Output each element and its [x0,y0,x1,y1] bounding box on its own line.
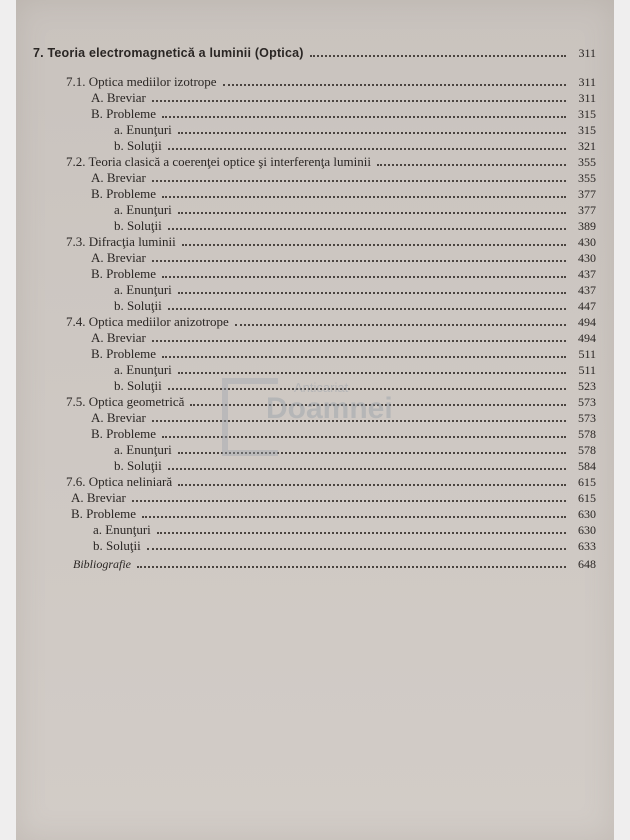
leader-dots [152,100,566,102]
toc-page-number: 447 [578,299,596,313]
leader-dots [162,196,566,198]
toc-label: B. Probleme [91,426,156,441]
leader-dots [152,180,566,182]
toc-page-number: 311 [578,91,596,105]
toc-label: A. Breviar [91,250,146,265]
toc-page-number: 578 [578,427,596,441]
toc-page-number: 578 [578,443,596,457]
leader-dots [152,340,566,342]
toc-page-number: 377 [578,203,596,217]
toc-label: b. Soluţii [114,138,162,153]
toc-label: Bibliografie [73,557,131,571]
leader-dots [168,228,566,230]
toc-page-number: 430 [578,235,596,249]
toc-page-number: 355 [578,155,596,169]
toc-page-number: 437 [578,283,596,297]
toc-page-number: 355 [578,171,596,185]
toc-entry [114,122,596,138]
toc-page-number: 523 [578,379,596,393]
leader-dots [168,468,566,470]
toc-label: A. Breviar [91,330,146,345]
toc-page-number: 311 [578,46,596,60]
toc-entry [114,138,596,154]
toc-label: b. Soluţii [114,378,162,393]
toc-page-number: 573 [578,395,596,409]
toc-page-number: 321 [578,139,596,153]
toc-section-7-3 [66,234,596,250]
toc-label: A. Breviar [91,410,146,425]
leader-dots [162,436,566,438]
toc-page-number: 615 [578,475,596,489]
toc-page-number: 315 [578,107,596,121]
toc-label: a. Enunţuri [114,362,172,377]
toc-section-7-2 [66,154,596,170]
toc-entry [114,458,596,474]
leader-dots [168,148,566,150]
toc-entry [91,170,596,186]
leader-dots [162,116,566,118]
leader-dots [377,164,566,166]
leader-dots [132,500,566,502]
toc-page-number: 630 [578,523,596,537]
toc-entry [114,202,596,218]
leader-dots [178,484,566,486]
leader-dots [182,244,566,246]
toc-chapter-7 [33,45,596,61]
watermark-small-text: Anticariat [294,380,349,395]
toc-page-number: 437 [578,267,596,281]
toc-entry [93,538,596,554]
toc-entry [91,266,596,282]
toc-entry [114,218,596,234]
toc-page-number: 633 [578,539,596,553]
toc-label: a. Enunţuri [114,282,172,297]
toc-label: B. Probleme [91,266,156,281]
leader-dots [178,372,566,374]
toc-label: B. Probleme [91,106,156,121]
leader-dots [152,260,566,262]
leader-dots [157,532,566,534]
toc-label: B. Probleme [91,186,156,201]
toc-label: 7.2. Teoria clasică a coerenţei optice şi interferenţa luminii [66,154,371,169]
toc-page-number: 573 [578,411,596,425]
table-of-contents [16,0,614,840]
toc-page-number: 648 [578,557,596,571]
toc-label: 7.6. Optica neliniară [66,474,173,489]
leader-dots [178,452,566,454]
toc-label: A. Breviar [91,90,146,105]
leader-dots [147,548,566,550]
toc-label: B. Probleme [71,506,136,521]
leader-dots [142,516,566,518]
leader-dots [235,324,566,326]
book-page [16,0,614,840]
toc-page-number: 584 [578,459,596,473]
toc-page-number: 377 [578,187,596,201]
leader-dots [178,212,566,214]
leader-dots [190,404,566,406]
toc-page-number: 494 [578,315,596,329]
toc-label: 7.4. Optica mediilor anizotrope [66,314,229,329]
leader-dots [178,132,566,134]
toc-entry [91,186,596,202]
toc-page-number: 389 [578,219,596,233]
toc-section-7-5 [66,394,596,410]
leader-dots [162,356,566,358]
leader-dots [178,292,566,294]
toc-page-number: 630 [578,507,596,521]
toc-entry [91,250,596,266]
toc-page-number: 494 [578,331,596,345]
toc-entry [114,362,596,378]
toc-label: 7.1. Optica mediilor izotrope [66,74,217,89]
toc-label: 7. Teoria electromagnetică a luminii (Optica) [33,46,304,60]
toc-entry [114,378,596,394]
toc-label: B. Probleme [91,346,156,361]
toc-label: b. Soluţii [114,458,162,473]
toc-entry [71,490,596,506]
toc-entry [93,522,596,538]
leader-dots [223,84,566,86]
leader-dots [162,276,566,278]
toc-page-number: 311 [578,75,596,89]
toc-label: b. Soluţii [114,298,162,313]
toc-entry [91,106,596,122]
watermark-big-text: Doamnei [266,392,393,425]
toc-entry [91,410,596,426]
toc-label: A. Breviar [91,170,146,185]
toc-label: a. Enunţuri [114,122,172,137]
toc-entry [71,506,596,522]
toc-entry [114,442,596,458]
leader-dots [152,420,566,422]
toc-section-7-6 [66,474,596,490]
toc-label: a. Enunţuri [114,442,172,457]
toc-entry [114,298,596,314]
toc-entry [91,90,596,106]
toc-page-number: 315 [578,123,596,137]
toc-label: A. Breviar [71,490,126,505]
leader-dots [168,308,566,310]
toc-entry [91,346,596,362]
toc-entry [114,282,596,298]
toc-bibliography [73,556,596,572]
leader-dots [137,566,566,568]
toc-page-number: 511 [578,347,596,361]
toc-label: a. Enunţuri [114,202,172,217]
toc-label: b. Soluţii [114,218,162,233]
toc-section-7-4 [66,314,596,330]
leader-dots [168,388,566,390]
toc-page-number: 615 [578,491,596,505]
toc-label: a. Enunţuri [93,522,151,537]
leader-dots [310,55,566,57]
toc-label: 7.3. Difracţia luminii [66,234,176,249]
toc-label: 7.5. Optica geometrică [66,394,185,409]
toc-entry [91,426,596,442]
toc-page-number: 430 [578,251,596,265]
toc-label: b. Soluţii [93,538,141,553]
toc-section-7-1 [66,74,596,90]
toc-entry [91,330,596,346]
toc-page-number: 511 [578,363,596,377]
